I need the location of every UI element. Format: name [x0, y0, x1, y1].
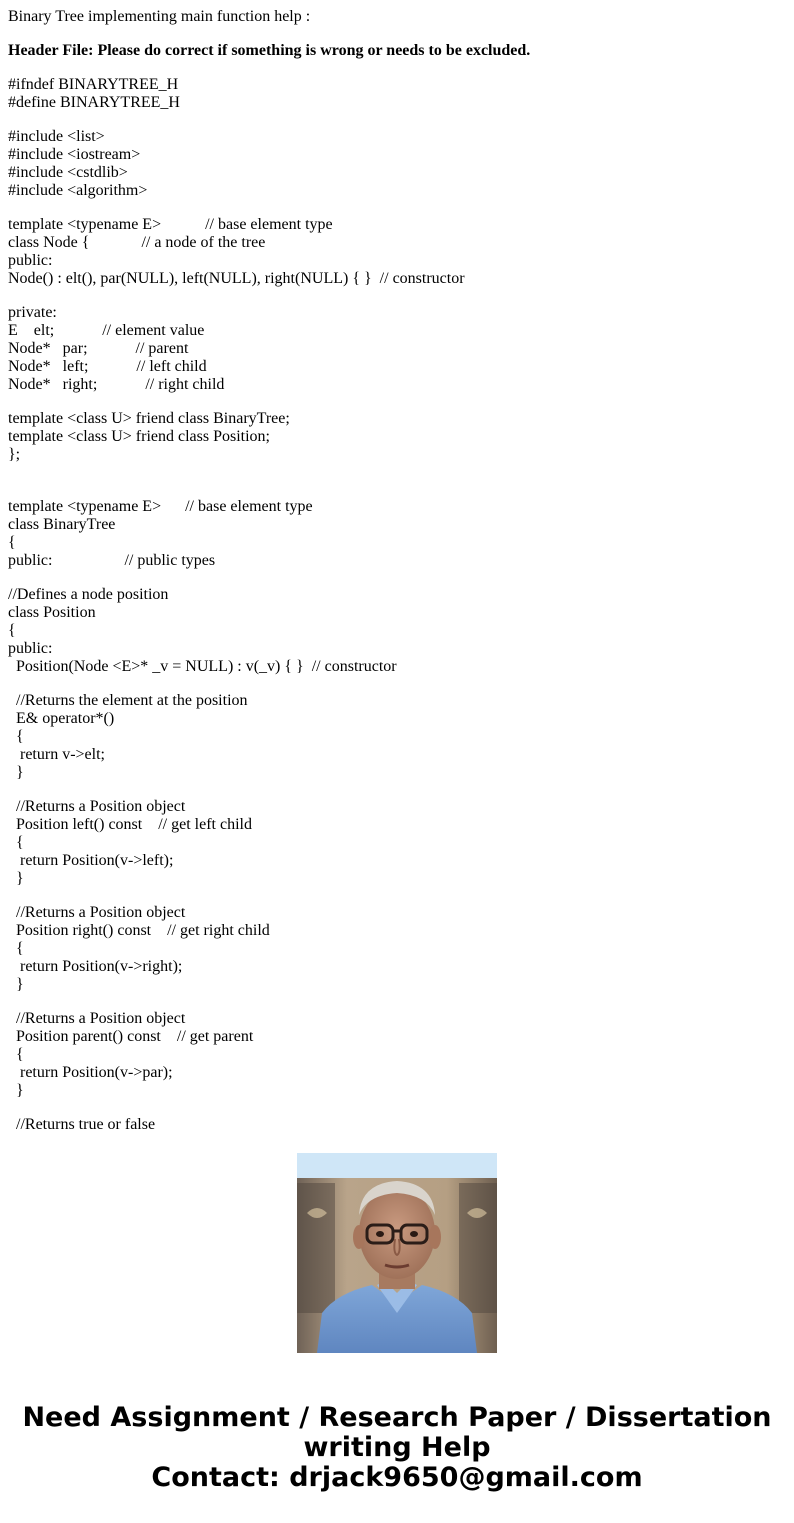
code-line: return Position(v->par); — [8, 1064, 173, 1081]
code-block-includes — [8, 128, 786, 200]
code-line: public: — [8, 252, 53, 269]
code-line: } — [8, 976, 24, 993]
code-block-node-public — [8, 216, 786, 288]
code-line: Position right() const // get right child — [8, 922, 270, 939]
code-line: } — [8, 764, 24, 781]
code-line: #include <cstdlib> — [8, 164, 128, 181]
code-block-node-private — [8, 304, 786, 394]
code-line: Position left() const // get left child — [8, 816, 252, 833]
code-block-truncated — [8, 1116, 786, 1134]
section-heading: Header File: Please do correct if something is wrong or needs to be excluded. — [8, 42, 531, 59]
code-line: //Returns a Position object — [8, 1010, 186, 1027]
code-line: #include <algorithm> — [8, 182, 148, 199]
code-line: { — [8, 834, 24, 851]
code-line: class Node { // a node of the tree — [8, 234, 266, 251]
code-block-parent — [8, 1010, 786, 1100]
code-line: template <class U> friend class Position; — [8, 428, 270, 445]
code-line: //Returns a Position object — [8, 904, 186, 921]
code-line: return v->elt; — [8, 746, 105, 763]
code-line: return Position(v->left); — [8, 852, 174, 869]
code-line: template <typename E> // base element type — [8, 498, 313, 515]
code-line: //Defines a node position — [8, 586, 169, 603]
code-line: template <typename E> // base element type — [8, 216, 333, 233]
promo-line-1: Need Assignment / Research Paper / Dissertation — [22, 1402, 772, 1433]
question-title: Binary Tree implementing main function help : — [8, 8, 311, 25]
code-block-position-class — [8, 586, 786, 676]
code-line: } — [8, 1082, 24, 1099]
code-line: private: — [8, 304, 57, 321]
code-line: template <class U> friend class BinaryTree; — [8, 410, 290, 427]
code-line: public: — [8, 640, 53, 657]
code-line: { — [8, 728, 24, 745]
code-line: #include <list> — [8, 128, 105, 145]
tutor-portrait-photo — [297, 1153, 497, 1353]
code-line: //Returns a Position object — [8, 798, 186, 815]
code-line — [8, 464, 786, 482]
code-line: }; — [8, 446, 21, 463]
promo-banner — [0, 1403, 794, 1493]
code-line: public: // public types — [8, 552, 216, 569]
code-line: class Position — [8, 604, 96, 621]
code-line: { — [8, 534, 16, 551]
question-content — [8, 0, 786, 1133]
code-line: E elt; // element value — [8, 322, 205, 339]
code-block-node-friends — [8, 410, 786, 482]
code-line: { — [8, 622, 16, 639]
promo-line-2: writing Help — [303, 1432, 491, 1463]
code-line: return Position(v->right); — [8, 958, 183, 975]
code-line: #ifndef BINARYTREE_H — [8, 76, 179, 93]
code-line: E& operator*() — [8, 710, 115, 727]
code-line: { — [8, 1046, 24, 1063]
code-line: #include <iostream> — [8, 146, 141, 163]
code-line: //Returns true or false — [8, 1116, 156, 1133]
code-block-binarytree-class — [8, 498, 786, 570]
promo-line-contact: Contact: drjack9650@gmail.com — [151, 1462, 643, 1493]
code-line: Node* right; // right child — [8, 376, 225, 393]
code-line: class BinaryTree — [8, 516, 116, 533]
code-block-operator-star — [8, 692, 786, 782]
code-line: //Returns the element at the position — [8, 692, 248, 709]
code-line: { — [8, 940, 24, 957]
code-block-guard — [8, 76, 786, 112]
code-line: Position(Node <E>* _v = NULL) : v(_v) { } // constructor — [8, 658, 397, 675]
code-line: Node() : elt(), par(NULL), left(NULL), right(NULL) { } // constructor — [8, 270, 465, 287]
avatar — [297, 1153, 497, 1353]
code-block-right — [8, 904, 786, 994]
code-line: Position parent() const // get parent — [8, 1028, 254, 1045]
code-line: } — [8, 870, 24, 887]
code-line: Node* par; // parent — [8, 340, 189, 357]
code-line: #define BINARYTREE_H — [8, 94, 180, 111]
code-block-left — [8, 798, 786, 888]
code-line: Node* left; // left child — [8, 358, 207, 375]
